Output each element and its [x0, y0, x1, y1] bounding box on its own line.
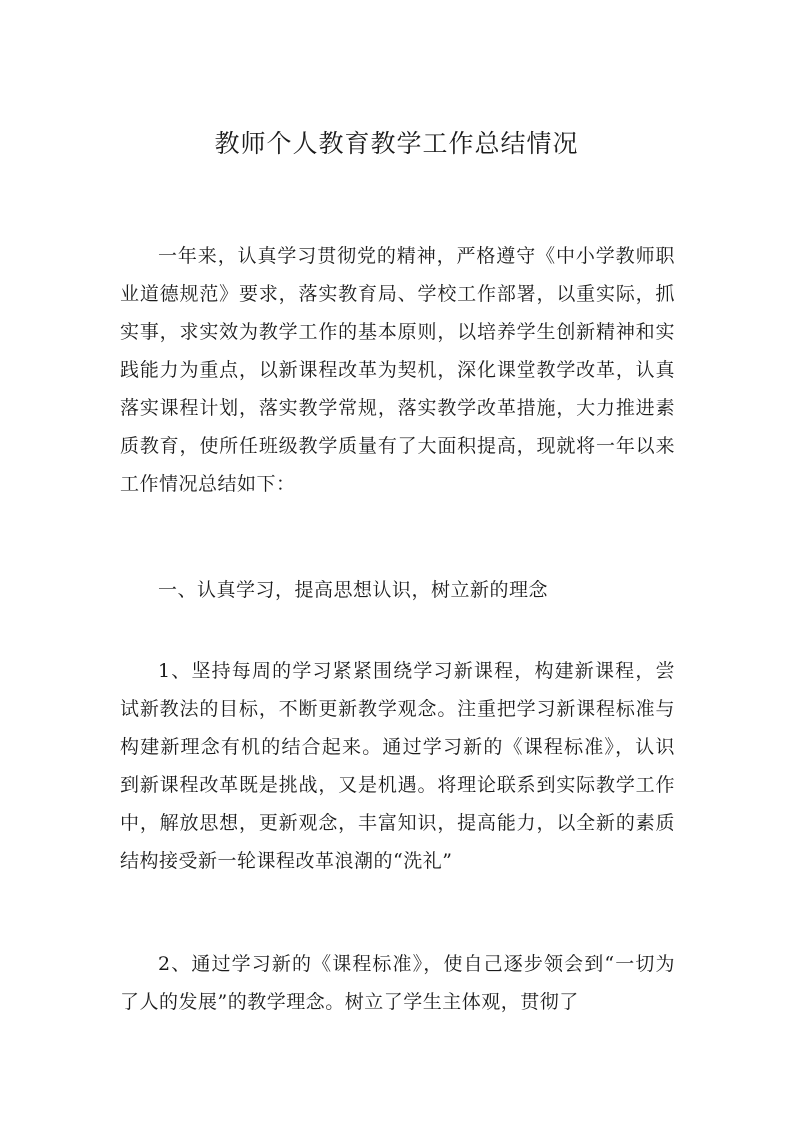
paragraph-item-1: 1、坚持每周的学习紧紧围绕学习新课程，构建新课程，尝试新教法的目标，不断更新教学观念。注重把学习新课程标准与构建新理念有机的结合起来。通过学习新的《课程标准》，认识到新课程改革既是挑战，又是机遇。将理论联系到实际教学工作中，解放思想，更新观念，丰富知识，提高能力，以全新的素质结构接受新一轮课程改革浪潮的“洗礼” [120, 660, 675, 872]
section-heading: 一、认真学习，提高思想认识，树立新的理念 [158, 579, 549, 601]
paragraph-item-2: 2、通过学习新的《课程标准》，使自己逐步领会到“一切为了人的发展”的教学理念。树立了学生主体观，贯彻了 [120, 953, 675, 1013]
document-title: 教师个人教育教学工作总结情况 [214, 129, 579, 158]
paragraph-intro: 一年来，认真学习贯彻党的精神，严格遵守《中小学教师职业道德规范》要求，落实教育局、学校工作部署，以重实际，抓实事，求实效为教学工作的基本原则，以培养学生创新精神和实践能力为重点，以新课程改革为契机，深化课堂教学改革，认真落实课程计划，落实教学常规，落实教学改革措施，大力推进素质教育，使所任班级教学质量有了大面积提高，现就将一年以来工作情况总结如下： [120, 245, 675, 495]
